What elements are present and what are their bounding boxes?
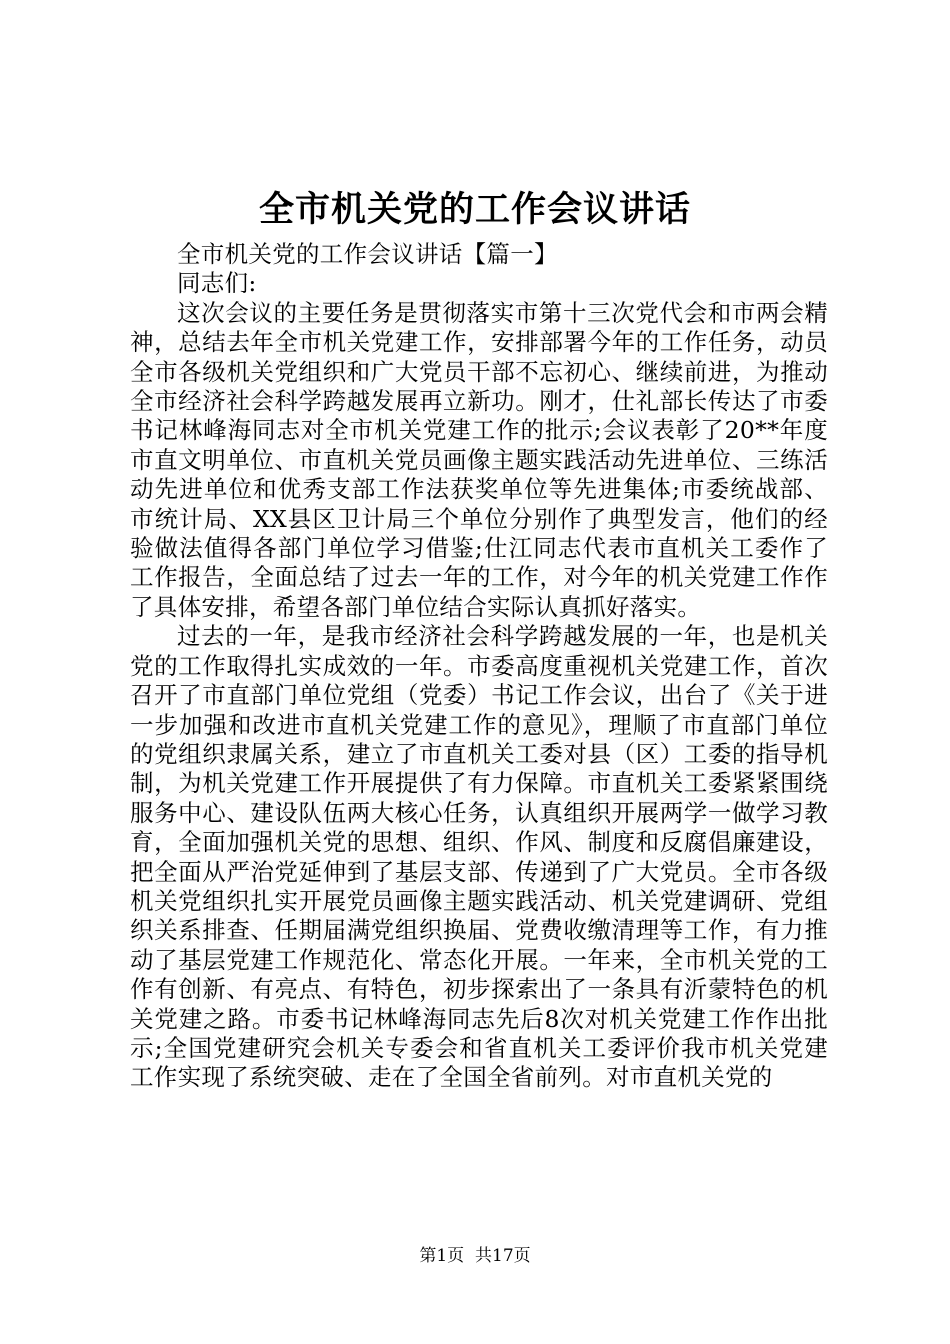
page-footer xyxy=(0,1244,950,1268)
document-subtitle: 全市机关党的工作会议讲话【篇一】 xyxy=(177,240,558,268)
page-total: 共17页 xyxy=(475,1246,531,1266)
salutation: 同志们: xyxy=(177,269,257,298)
body-paragraph: 这次会议的主要任务是贯彻落实市第十三次党代会和市两会精神，总结去年全市机关党建工作，安排部署今年的工作任务，动员全市各级机关党组织和广大党员干部不忘初心、继续前进，为推动全市经济社会科学跨越发展再立新功。刚才，仕礼部长传达了市委书记林峰海同志对全市机关党建工作的批示;会议表彰了20**年度市直文明单位、市直机关党员画像主题实践活动先进单位、三练活动先进单位和优秀支部工作法获奖单位等先进集体;市委统战部、市统计局、XX县区卫计局三个单位分别作了典型发言，他们的经验做法值得各部门单位学习借鉴;仕江同志代表市直机关工委作了工作报告，全面总结了过去一年的工作，对今年的机关党建工作作了具体安排，希望各部门单位结合实际认真抓好落实。 xyxy=(130,298,828,621)
footer-spacer xyxy=(464,1246,475,1266)
document-title: 全市机关党的工作会议讲话 xyxy=(258,189,691,230)
body-paragraph: 过去的一年，是我市经济社会科学跨越发展的一年，也是机关党的工作取得扎实成效的一年。市委高度重视机关党建工作，首次召开了市直部门单位党组（党委）书记工作会议，出台了《关于进一步加强和改进市直机关党建工作的意见》，理顺了市直部门单位的党组织隶属关系，建立了市直机关工委对县（区）工委的指导机制，为机关党建工作开展提供了有力保障。市直机关工委紧紧围绕服务中心、建设队伍两大核心任务，认真组织开展两学一做学习教育，全面加强机关党的思想、组织、作风、制度和反腐倡廉建设，把全面从严治党延伸到了基层支部、传递到了广大党员。全市各级机关党组织扎实开展党员画像主题实践活动、机关党建调研、党组织关系排查、任期届满党组织换届、党费收缴清理等工作，有力推动了基层党建工作规范化、常态化开展。一年来，全市机关党的工作有创新、有亮点、有特色，初步探索出了一条具有沂蒙特色的机关党建之路。市委书记林峰海同志先后8次对机关党建工作作出批示;全国党建研究会机关专委会和省直机关工委评价我市机关党建工作实现了系统突破、走在了全国全省前列。对市直机关党的 xyxy=(130,622,828,1092)
page-number: 第1页 xyxy=(419,1246,465,1266)
document-body xyxy=(130,240,828,1093)
